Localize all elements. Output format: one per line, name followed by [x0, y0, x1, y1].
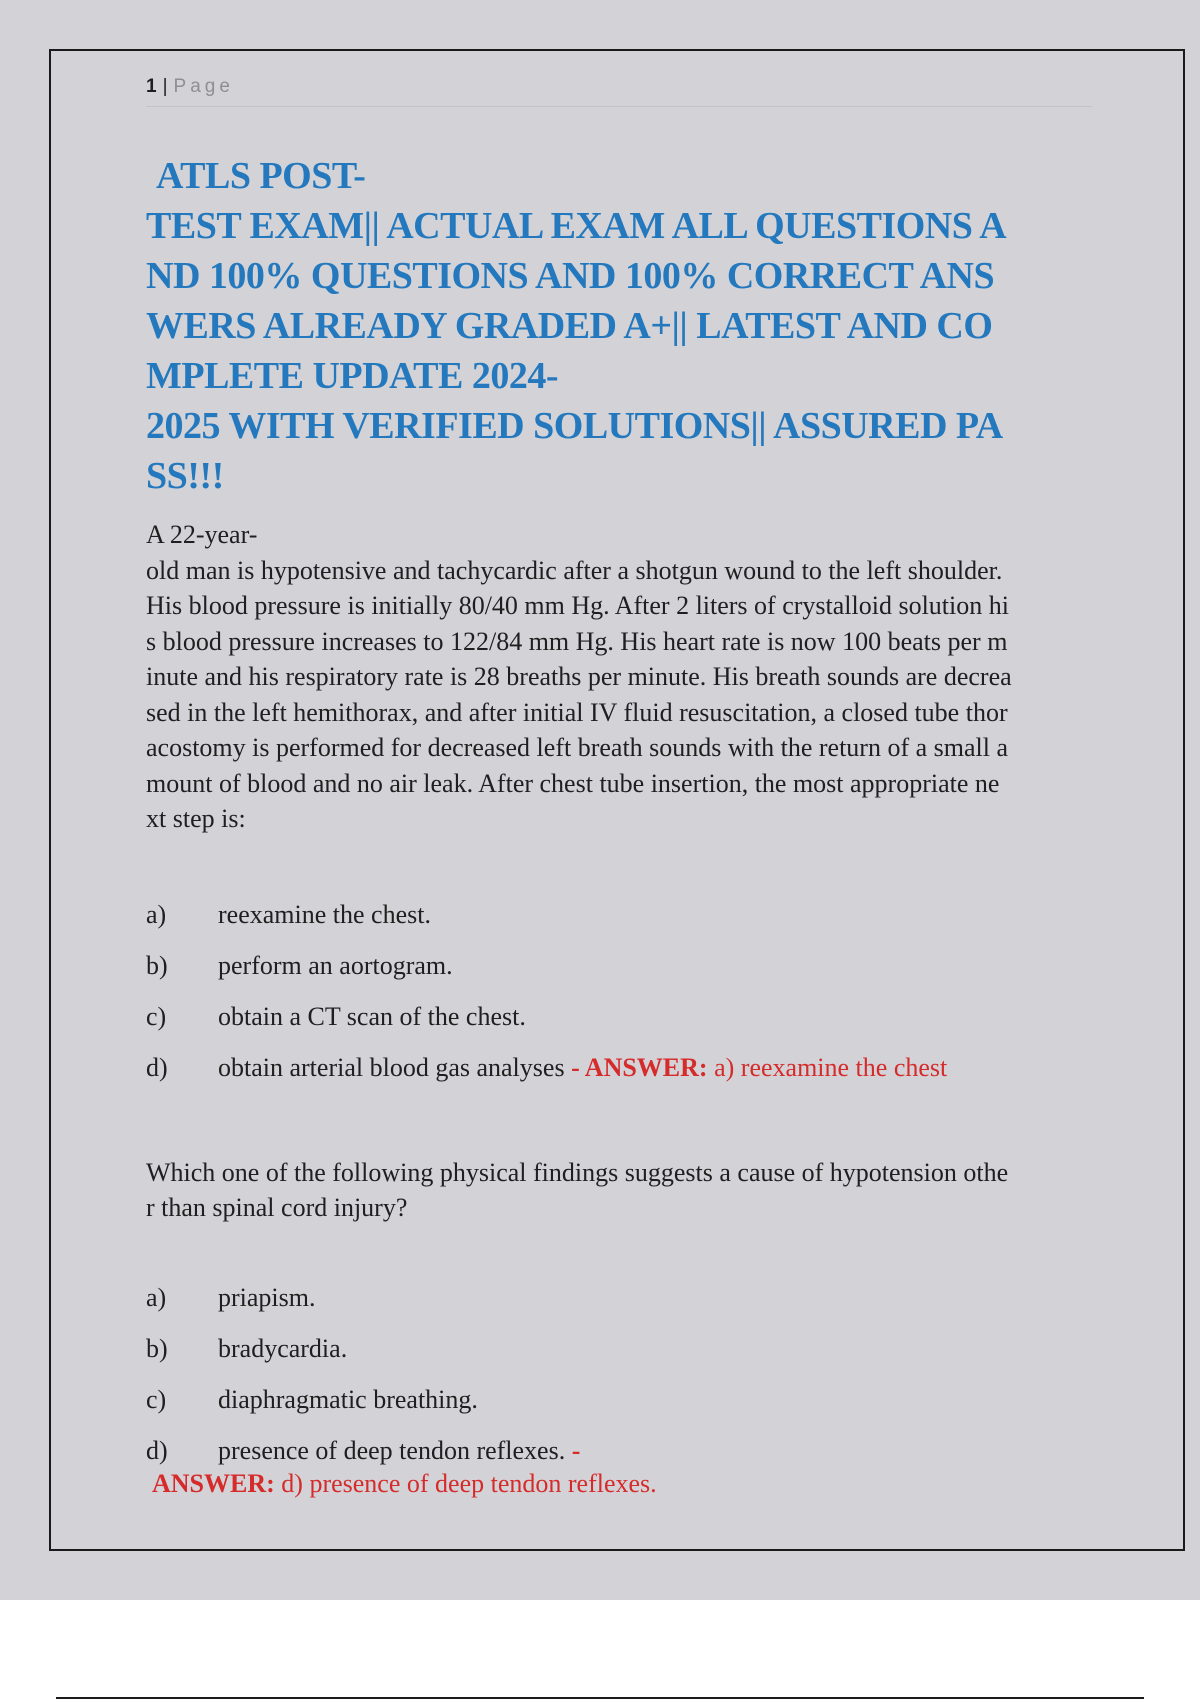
question-line: A 22-year- — [146, 520, 258, 549]
question-2-text — [146, 1155, 1092, 1226]
option-text: presence of deep tendon reflexes. — [218, 1435, 566, 1465]
question-line: xt step is: — [146, 804, 246, 833]
option-letter: a) — [146, 1282, 167, 1312]
page-separator: | — [162, 76, 168, 97]
option-letter: b) — [146, 1333, 168, 1363]
option-letter: c) — [146, 1384, 167, 1414]
option-text: reexamine the chest. — [218, 899, 431, 929]
question-line: r than spinal cord injury? — [146, 1193, 408, 1222]
option-d — [146, 1433, 1092, 1468]
option-a — [146, 897, 1092, 932]
title-line: 2025 WITH VERIFIED SOLUTIONS|| ASSURED PA — [146, 405, 1003, 447]
option-text: priapism. — [218, 1282, 316, 1312]
option-b — [146, 948, 1092, 983]
option-c — [146, 1382, 1092, 1417]
question-line: Which one of the following physical findings suggests a cause of hypotension othe — [146, 1157, 1009, 1187]
option-text: bradycardia. — [218, 1333, 348, 1363]
option-letter: d) — [146, 1435, 168, 1465]
title-line: WERS ALREADY GRADED A+|| LATEST AND CO — [146, 305, 993, 347]
question-line: old man is hypotensive and tachycardic after a shotgun wound to the left shoulder. — [146, 555, 1003, 585]
question-2-options — [146, 1280, 1092, 1501]
answer-prefix: - — [565, 1435, 581, 1465]
option-a — [146, 1280, 1092, 1315]
option-d — [146, 1050, 1092, 1085]
answer-line — [146, 1466, 1092, 1501]
title-line: ND 100% QUESTIONS AND 100% CORRECT ANS — [146, 255, 995, 297]
option-text: obtain arterial blood gas analyses — [218, 1052, 565, 1082]
page-header — [146, 70, 1092, 107]
footer-rule — [56, 1697, 1144, 1699]
option-text: diaphragmatic breathing. — [218, 1384, 478, 1414]
question-line: inute and his respiratory rate is 28 breaths per minute. His breath sounds are decrea — [146, 662, 1012, 691]
answer-label: ANSWER: — [584, 1052, 708, 1082]
question-line: mount of blood and no air leak. After chest tube insertion, the most appropriate ne — [146, 768, 1000, 798]
answer-text: a) reexamine the chest — [707, 1052, 948, 1082]
option-text: perform an aortogram. — [218, 950, 453, 980]
question-line: s blood pressure increases to 122/84 mm Hg. His heart rate is now 100 beats per m — [146, 626, 1008, 656]
question-1-options — [146, 897, 1092, 1085]
option-c — [146, 999, 1092, 1034]
question-line: acostomy is performed for decreased left breath sounds with the return of a small a — [146, 733, 1009, 762]
question-1-text — [146, 517, 1092, 837]
page-number: 1 — [146, 76, 157, 97]
option-letter: a) — [146, 899, 167, 929]
option-b — [146, 1331, 1092, 1366]
title-line: MPLETE UPDATE 2024- — [146, 355, 559, 397]
question-line: His blood pressure is initially 80/40 mm Hg. After 2 liters of crystalloid solution hi — [146, 591, 1009, 620]
answer-label: ANSWER: — [152, 1468, 275, 1498]
option-letter: b) — [146, 950, 168, 980]
title-line: TEST EXAM|| ACTUAL EXAM ALL QUESTIONS A — [146, 205, 1007, 247]
document-title — [146, 151, 1092, 501]
answer-text: d) presence of deep tendon reflexes. — [274, 1468, 657, 1498]
question-line: sed in the left hemithorax, and after initial IV fluid resuscitation, a closed tube thor — [146, 697, 1008, 727]
document-content — [146, 70, 1092, 1501]
answer-prefix: - — [564, 1052, 585, 1082]
title-line: ATLS POST- — [156, 155, 366, 197]
option-letter: c) — [146, 1001, 167, 1031]
title-line: SS!!! — [146, 455, 224, 497]
page-label: Page — [173, 76, 234, 97]
option-text: obtain a CT scan of the chest. — [218, 1001, 526, 1031]
option-letter: d) — [146, 1052, 168, 1082]
